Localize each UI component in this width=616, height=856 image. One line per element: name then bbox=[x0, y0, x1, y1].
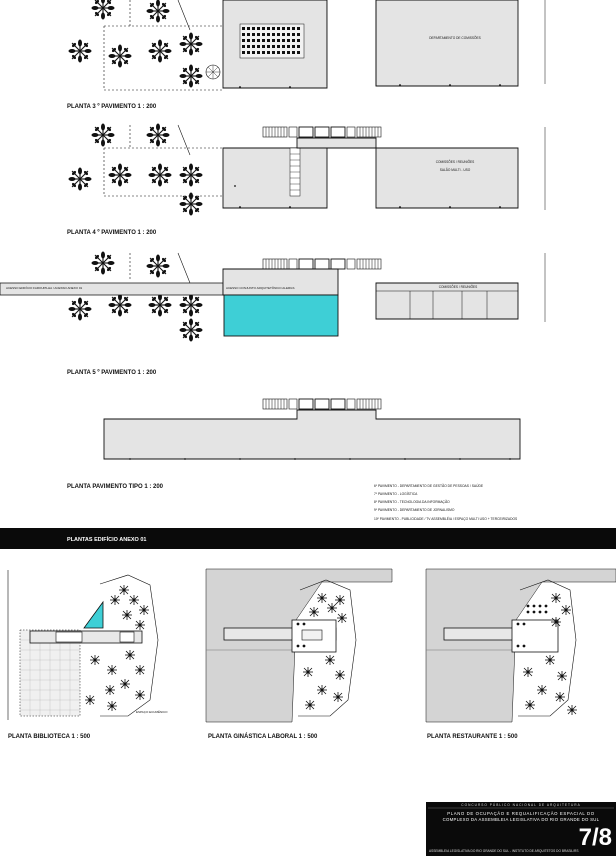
title-block bbox=[426, 802, 616, 856]
plan-3rd-floor bbox=[67, 0, 545, 110]
section-banner-title: PLANTAS EDIFÍCIO ANEXO 01 bbox=[67, 537, 147, 543]
floor-note: 10º PAVIMENTO - PUBLICIDADE / TV ASSEMBLÉIA / ESPAÇO MULTI USO + TERCEIRIZADOS bbox=[374, 517, 518, 521]
contest-name: CONCURSO PÚBLICO NACIONAL DE ARQUITETURA bbox=[461, 803, 581, 807]
title-footer: ASSEMBLEIA LEGISLATIVA DO RIO GRANDE DO SUL - INSTITUTO DE ARQUITETOS DO BRASIL/RS bbox=[429, 849, 579, 853]
floor-note: 9º PAVIMENTO - DEPARTAMENTO DE JORNALISMO bbox=[374, 508, 455, 512]
plan-5th-floor bbox=[0, 252, 545, 377]
floor-notes bbox=[374, 483, 518, 521]
plan-4th-floor bbox=[67, 124, 545, 237]
plan-title: PLANTA PAVIMENTO TIPO 1 : 200 bbox=[67, 484, 164, 490]
project-title-1: PLANO DE OCUPAÇÃO E REQUALIFICAÇÃO ESPACIAL DO bbox=[447, 811, 595, 816]
project-title-2: COMPLEXO DA ASSEMBLEIA LEGISLATIVA DO RIO GRANDE DO SUL bbox=[442, 817, 600, 822]
access-label-right: ACESSO CONJUNTO ARQUITETÔNICO ALERGS bbox=[226, 286, 295, 290]
room-label-2: SALÃO MULTI - USO bbox=[439, 168, 471, 172]
room-label: COMISSÕES / REUNIÕES bbox=[438, 285, 478, 289]
site-trees bbox=[85, 585, 149, 711]
floor-note: 8º PAVIMENTO - TECNOLOGIA DA INFORMAÇÃO bbox=[374, 500, 450, 504]
access-label-left: ACESSO EDIFÍCIO FAROUPILHA / ACESSO ANEXO 01 bbox=[6, 286, 83, 290]
circulation-core bbox=[263, 127, 381, 137]
highlighted-area bbox=[224, 295, 338, 336]
floor-note: 7º PAVIMENTO - LOGÍSTICA bbox=[374, 492, 418, 496]
site-trees bbox=[69, 252, 203, 342]
auditorium-seating bbox=[240, 24, 304, 58]
floor-note: 6º PAVIMENTO - DEPARTAMENTO DE GESTÃO DE PESSOAS / SAÚDE bbox=[374, 484, 484, 488]
plan-title: PLANTA 5 º PAVIMENTO 1 : 200 bbox=[67, 370, 157, 376]
plan-title: PLANTA 3 º PAVIMENTO 1 : 200 bbox=[67, 104, 157, 110]
plan-gym bbox=[206, 569, 392, 740]
site-trees bbox=[69, 124, 203, 216]
site-trees bbox=[69, 0, 203, 88]
plan-typical-floor bbox=[67, 399, 520, 490]
plan-title: PLANTA 4 º PAVIMENTO 1 : 200 bbox=[67, 230, 157, 236]
ecumenical-label: ESPAÇO ECUMÊNICO bbox=[136, 710, 168, 714]
circulation-core bbox=[263, 399, 381, 409]
circulation-core bbox=[263, 259, 381, 269]
site-trees bbox=[523, 593, 577, 715]
plan-restaurant bbox=[426, 569, 616, 740]
plan-library bbox=[8, 570, 168, 740]
plan-title: PLANTA GINÁSTICA LABORAL 1 : 500 bbox=[208, 734, 318, 740]
plan-title: PLANTA RESTAURANTE 1 : 500 bbox=[427, 734, 518, 740]
room-label: DEPARTAMENTO DE COMISSÕES bbox=[429, 36, 481, 40]
sheet-number: 7/8 bbox=[578, 824, 612, 851]
library-highlight bbox=[84, 602, 103, 628]
plan-title: PLANTA BIBLIOTECA 1 : 500 bbox=[8, 734, 91, 740]
room-label: COMISSÕES / REUNIÕES bbox=[435, 160, 475, 164]
